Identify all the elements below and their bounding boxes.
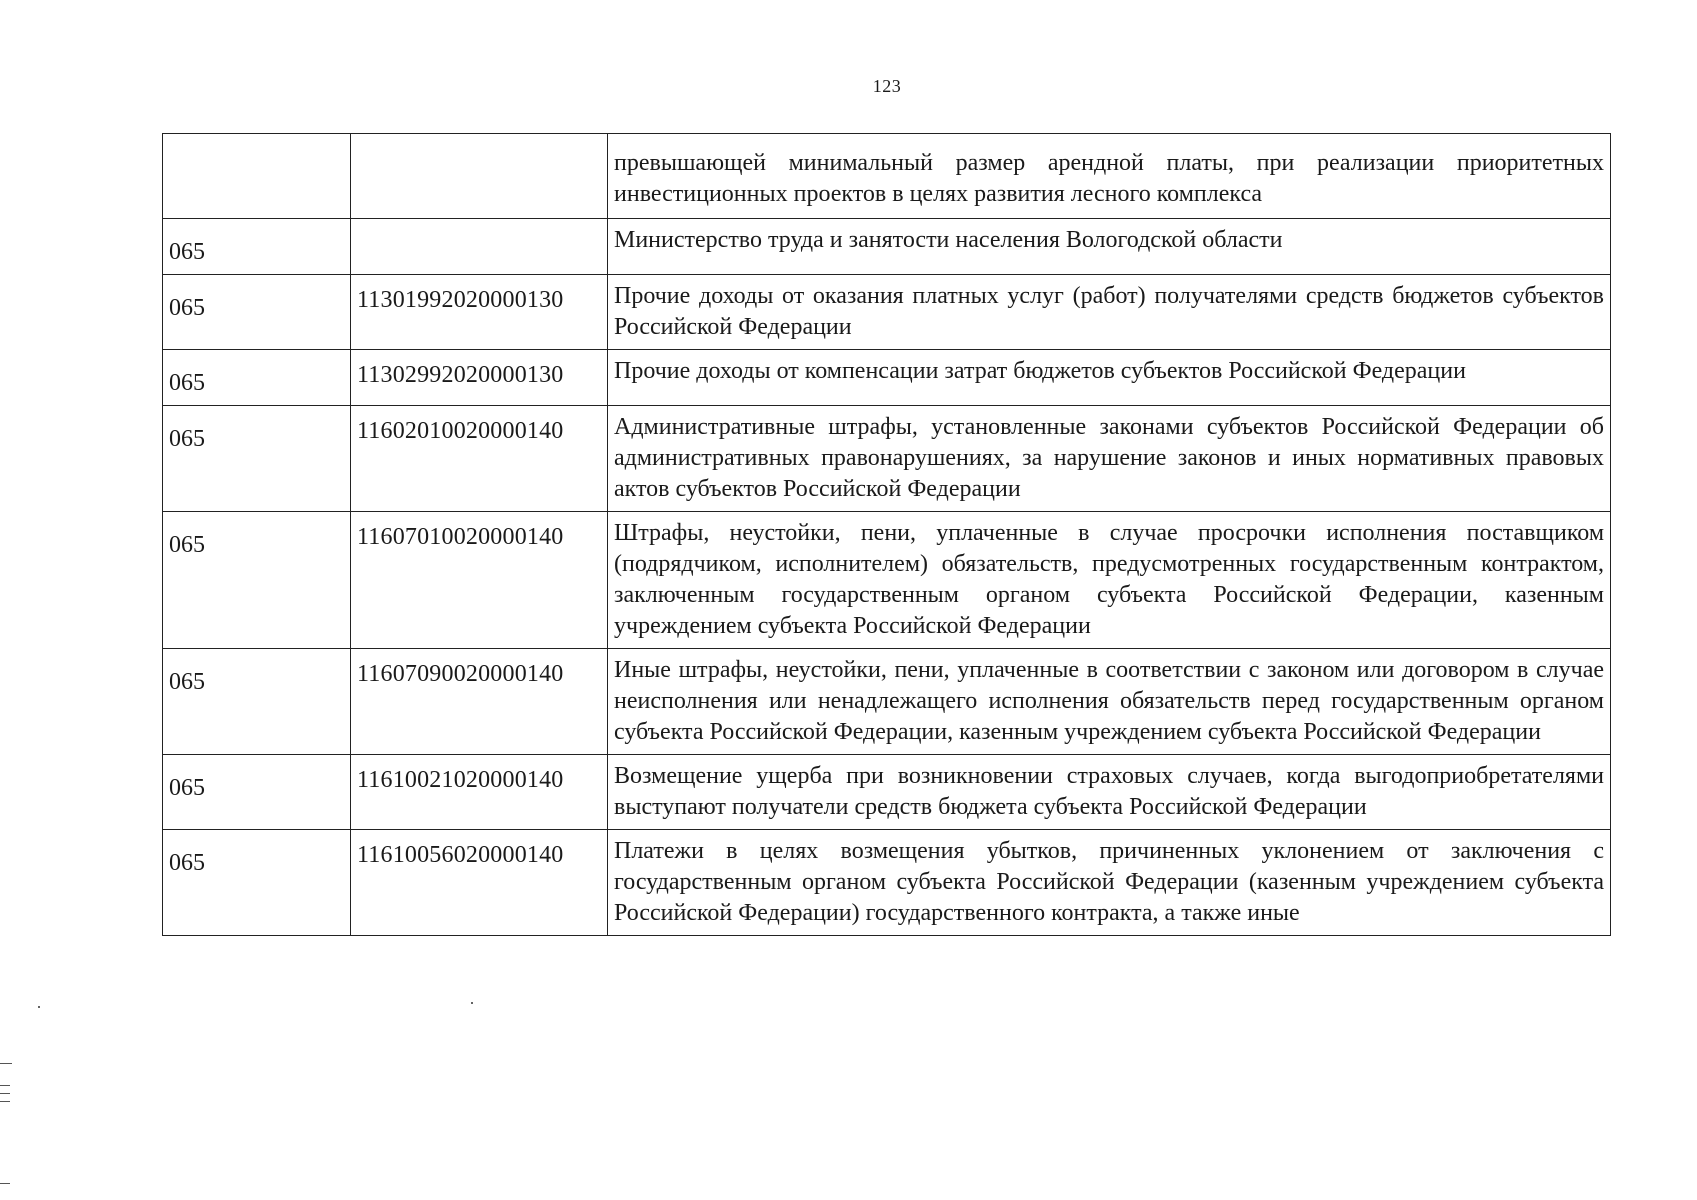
income-name-cell: Прочие доходы от компенсации затрат бюджетов субъектов Российской Федерации: [608, 350, 1611, 406]
page-number: 123: [872, 76, 902, 96]
income-name-cell: Штрафы, неустойки, пени, уплаченные в случае просрочки исполнения поставщиком (подрядчиком, исполнителем) обязательств, предусмотренных государственным контрактом, заключенным государственным органом субъекта Российской Федерации, казенным учреждением субъекта Российской Федерации: [608, 512, 1611, 649]
admin-code-cell: 065: [163, 275, 351, 350]
income-code-cell: 11607090020000140: [351, 649, 608, 755]
income-code-cell: 11301992020000130: [351, 275, 608, 350]
income-code-cell: 11607010020000140: [351, 512, 608, 649]
scan-edge-mark: [0, 1085, 10, 1086]
table-row: [163, 830, 1611, 936]
table-row: [163, 512, 1611, 649]
scan-edge-mark: [0, 1183, 10, 1184]
income-name-cell: превышающей минимальный размер арендной платы, при реализации приоритетных инвестиционных проектов в целях развития лесного комплекса: [608, 134, 1611, 219]
income-codes-table: [162, 133, 1611, 936]
scan-edge-mark: [0, 1063, 12, 1064]
income-code-cell: 11302992020000130: [351, 350, 608, 406]
table-row: [163, 219, 1611, 275]
table-row: [163, 755, 1611, 830]
scan-edge-mark: [0, 1093, 10, 1094]
income-code-cell: 11610056020000140: [351, 830, 608, 936]
income-name-cell: Возмещение ущерба при возникновении страховых случаев, когда выгодоприобретателями выступают получатели средств бюджета субъекта Российской Федерации: [608, 755, 1611, 830]
table-row: [163, 134, 1611, 219]
income-name-cell: Иные штрафы, неустойки, пени, уплаченные в соответствии с законом или договором в случае неисполнения или ненадлежащего исполнения обязательств перед государственным органом субъекта Российской Федерации, казенным учреждением субъекта Российской Федерации: [608, 649, 1611, 755]
income-code-cell: [351, 219, 608, 275]
admin-code-cell: 065: [163, 350, 351, 406]
admin-code-cell: 065: [163, 512, 351, 649]
admin-code-cell: 065: [163, 649, 351, 755]
scan-dust-dot: [38, 1006, 40, 1008]
table-row: [163, 406, 1611, 512]
table-row: [163, 275, 1611, 350]
admin-code-cell: 065: [163, 406, 351, 512]
scan-dust-dot: [471, 1002, 473, 1004]
income-code-cell: 11602010020000140: [351, 406, 608, 512]
admin-code-cell: [163, 134, 351, 219]
income-name-cell: Прочие доходы от оказания платных услуг (работ) получателями средств бюджетов субъектов Российской Федерации: [608, 275, 1611, 350]
table-row: [163, 649, 1611, 755]
scan-edge-mark: [0, 1101, 10, 1102]
income-name-cell: Платежи в целях возмещения убытков, причиненных уклонением от заключения с государственным органом субъекта Российской Федерации (казенным учреждением субъекта Российской Федерации) государственного контракта, а также иные: [608, 830, 1611, 936]
admin-code-cell: 065: [163, 755, 351, 830]
income-code-cell: 11610021020000140: [351, 755, 608, 830]
admin-code-cell: 065: [163, 830, 351, 936]
income-name-cell: Министерство труда и занятости населения Вологодской области: [608, 219, 1611, 275]
table-row: [163, 350, 1611, 406]
income-name-cell: Административные штрафы, установленные законами субъектов Российской Федерации об административных правонарушениях, за нарушение законов и иных нормативных правовых актов субъектов Российской Федерации: [608, 406, 1611, 512]
income-code-cell: [351, 134, 608, 219]
admin-code-cell: 065: [163, 219, 351, 275]
